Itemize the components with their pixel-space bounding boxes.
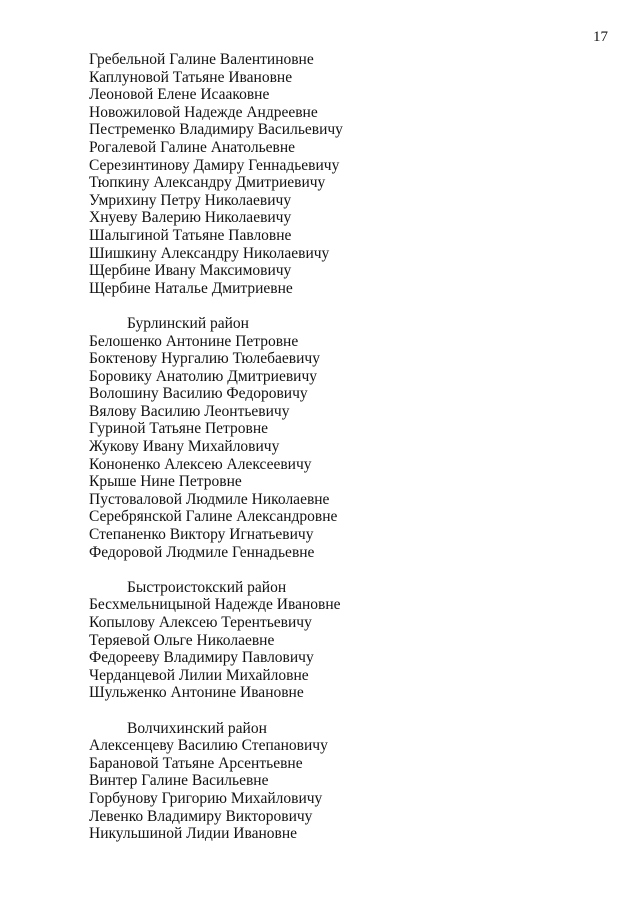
list-item: Винтер Галине Васильевне	[89, 772, 269, 790]
list-item: Пестременко Владимиру Васильевичу	[89, 121, 343, 139]
section-heading: Бурлинский район	[127, 314, 249, 332]
list-item: Крыше Нине Петровне	[89, 473, 242, 491]
list-item: Щербине Ивану Максимовичу	[89, 262, 292, 280]
list-item: Серебрянской Галине Александровне	[89, 508, 338, 526]
list-item: Бесхмельницыной Надежде Ивановне	[89, 596, 341, 614]
section-continuation	[89, 51, 609, 297]
list-item: Хнуеву Валерию Николаевичу	[89, 209, 292, 227]
document-body	[89, 51, 609, 843]
list-item: Шульженко Антонине Ивановне	[89, 684, 304, 702]
list-item: Барановой Татьяне Арсентьевне	[89, 754, 303, 772]
list-item: Левенко Владимиру Викторовичу	[89, 807, 313, 825]
list-item: Копылову Алексею Терентьевичу	[89, 614, 312, 631]
section-heading: Волчихинский район	[127, 719, 267, 737]
section-heading: Быстроистокский район	[127, 578, 287, 596]
section-burlinsky	[89, 315, 609, 561]
list-item: Серезинтинову Дамиру Геннадьевичу	[89, 156, 340, 174]
list-item: Черданцевой Лилии Михайловне	[89, 666, 309, 684]
list-item: Федорееву Владимиру Павловичу	[89, 649, 314, 667]
list-item: Алексенцеву Василию Степановичу	[89, 737, 328, 755]
list-item: Федоровой Людмиле Геннадьевне	[89, 543, 315, 561]
list-item: Горбунову Григорию Михайловичу	[89, 789, 323, 807]
list-item: Боктенову Нургалию Тюлебаевичу	[89, 350, 320, 368]
list-item: Никульшиной Лидии Ивановне	[89, 825, 298, 843]
list-item: Умрихину Петру Николаевичу	[89, 191, 292, 209]
list-item: Шишкину Александру Николаевичу	[89, 244, 330, 262]
list-item: Леоновой Елене Исааковне	[89, 86, 270, 104]
list-item: Белошенко Антонине Петровне	[89, 332, 299, 350]
list-item: Степаненко Виктору Игнатьевичу	[89, 526, 314, 544]
section-bystroistoksky	[89, 579, 609, 702]
list-item: Гуриной Татьяне Петровне	[89, 420, 268, 438]
list-item: Шалыгиной Татьяне Павловне	[89, 226, 292, 244]
list-item: Пустоваловой Людмиле Николаевне	[89, 490, 330, 508]
list-item: Кононенко Алексею Алексеевичу	[89, 455, 312, 473]
list-item: Жукову Ивану Михайловичу	[89, 438, 280, 456]
list-item: Гребельной Галине Валентиновне	[89, 51, 314, 68]
list-item: Каплуновой Татьяне Ивановне	[89, 68, 293, 86]
list-item: Тюпкину Александру Дмитриевичу	[89, 174, 326, 192]
list-item: Рогалевой Галине Анатольевне	[89, 138, 296, 156]
list-item: Щербине Наталье Дмитриевне	[89, 279, 293, 297]
page-number: 17	[593, 29, 608, 45]
list-item: Боровику Анатолию Дмитриевичу	[89, 367, 317, 385]
list-item: Вялову Василию Леонтьевичу	[89, 402, 290, 420]
list-item: Волошину Василию Федоровичу	[89, 385, 308, 403]
section-volchikhinsky	[89, 720, 609, 843]
list-item: Новожиловой Надежде Андреевне	[89, 103, 318, 121]
list-item: Теряевой Ольге Николаевне	[89, 631, 275, 649]
